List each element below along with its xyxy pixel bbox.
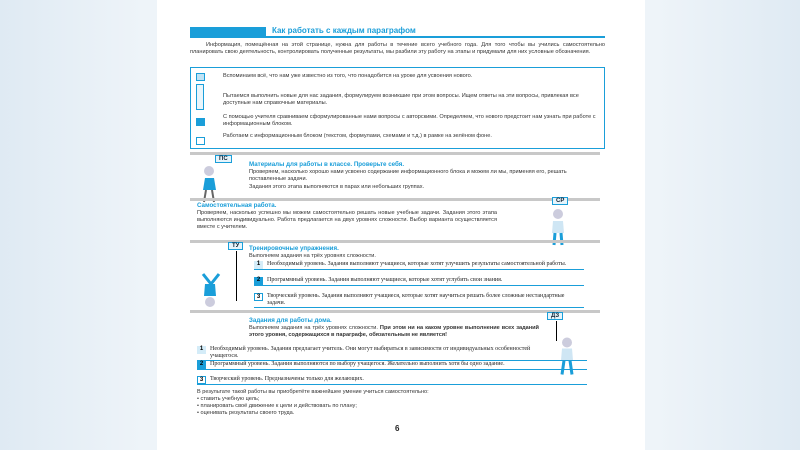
legend-item: Пытаемся выполнить новые для нас задания, формулируем возникшие при этом вопросы. Ищем ответы на эти вопросы, привлекая все доступные нам справочные материалы. xyxy=(223,93,579,106)
title-bar xyxy=(190,27,266,36)
info-block-icon xyxy=(196,137,205,145)
ps-text: Проверяем, насколько хорошо нами усвоено содержание информационного блока и можем ли мы, применяя его, решать поставленные задачи. xyxy=(249,169,567,182)
level-number: 3 xyxy=(197,376,206,384)
level-text: Творческий уровень. Предназначены только для желающих. xyxy=(210,376,364,382)
tu-level-2 xyxy=(254,277,584,286)
sr-text: Проверяем, насколько успешно мы можем самостоятельно решать новые учебные задачи. Задания этого этапа выполняются индивидуально. Работа предлагается на двух уровнях сложности. Выбор варианта осуществляется вместе с учителем. xyxy=(197,210,497,230)
textbook-page xyxy=(157,0,645,450)
result-block xyxy=(197,389,577,417)
legend-item: Вспоминаем всё, что нам уже известно из того, что понадобится на уроке для усвоения нового. xyxy=(223,73,473,79)
page-number: 6 xyxy=(395,424,400,433)
level-text: Творческий уровень. Задания выполняют учащиеся, которые хотят научиться решать более сложные нестандартные задачи. xyxy=(267,293,565,306)
level-number: 2 xyxy=(197,361,206,369)
tu-level-3 xyxy=(254,293,584,308)
tu-level-1 xyxy=(254,261,584,270)
dz-tag: ДЗ xyxy=(547,312,563,320)
level-number: 1 xyxy=(254,261,263,269)
legend-box xyxy=(190,67,605,149)
dz-level-2 xyxy=(197,361,587,370)
divider xyxy=(190,152,600,155)
tu-text: Выполняем задания на трёх уровнях сложности. xyxy=(249,253,376,259)
title-underline xyxy=(190,36,605,38)
level-number: 2 xyxy=(254,277,263,285)
level-text: Необходимый уровень. Задания предлагает учитель. Они могут выбираться в зависимости от индивидуальных особенностей учащегося. xyxy=(210,346,531,359)
ps-heading: Материалы для работы в классе. Проверьте себя. xyxy=(249,161,405,168)
dz-level-3 xyxy=(197,376,587,385)
compare-icon xyxy=(196,118,205,126)
dz-text-bold: При этом ни на каком уровне выполнение всех заданий этого уровня, содержащихся в параграфе, обязательным не является! xyxy=(249,325,539,338)
divider xyxy=(190,240,600,243)
ps-text: Задания этого этапа выполняются в парах или небольших группах. xyxy=(249,184,425,190)
dz-text-plain: Выполняем задания на трёх уровнях сложности. xyxy=(249,325,378,331)
result-item-text: планировать своё движение к цели и действовать по плану; xyxy=(200,403,357,409)
level-text: Необходимый уровень. Задания выполняют учащиеся, которые хотят улучшить результаты самостоятельной работы. xyxy=(267,261,567,267)
tu-tag: ТУ xyxy=(228,242,243,250)
result-item: • планировать своё движение к цели и действовать по плану; xyxy=(197,403,357,409)
tu-heading: Тренировочные упражнения. xyxy=(249,245,339,252)
dz-heading: Задания для работы дома. xyxy=(249,317,332,324)
result-item: • ставить учебную цель; xyxy=(197,396,260,402)
dz-level-1 xyxy=(197,346,587,361)
level-text: Программный уровень. Задания выполняют учащиеся, которые хотят углубить свои знания. xyxy=(267,277,503,283)
result-lead: В результате такой работы вы приобретёте важнейшее умение учиться самостоятельно: xyxy=(197,389,429,395)
result-item-text: оценивать результаты своего труда. xyxy=(200,410,295,416)
page-title: Как работать с каждым параграфом xyxy=(272,26,416,35)
level-text: Программный уровень. Задания выполняются по выбору учащегося. Желательно выполнить хотя бы одно задание. xyxy=(210,361,505,367)
recall-icon xyxy=(196,73,205,81)
result-item: • оценивать результаты своего труда. xyxy=(197,410,295,416)
legend-item: С помощью учителя сравниваем сформулированные нами вопросы с авторскими. Определяем, что нового предстоит нам узнать при работе с информационным блоком. xyxy=(223,114,596,127)
level-number: 3 xyxy=(254,293,263,301)
level-number: 1 xyxy=(197,346,206,354)
tag-line xyxy=(236,251,237,301)
sr-tag: СР xyxy=(552,197,568,205)
intro-text: Информация, помещённая на этой странице, нужна для работы в течение всего учебного года. Для того чтобы вы учились самостоятельно планировать свою деятельность, контролировать полученные результаты, мы разбили эту работу на этапы и придумали для них условные обозначения. xyxy=(190,42,605,55)
student-figure-icon xyxy=(199,270,221,310)
divider xyxy=(190,198,600,201)
dz-text xyxy=(249,325,539,339)
ps-tag: ПС xyxy=(215,155,232,163)
question-icon xyxy=(196,84,204,110)
legend-item: Работаем с информационным блоком (текстом, формулами, схемами и т.д.) в рамке на зелёном фоне. xyxy=(223,133,492,139)
divider xyxy=(190,310,600,313)
result-item-text: ставить учебную цель; xyxy=(200,396,260,402)
sr-heading: Самостоятельная работа. xyxy=(197,202,277,209)
